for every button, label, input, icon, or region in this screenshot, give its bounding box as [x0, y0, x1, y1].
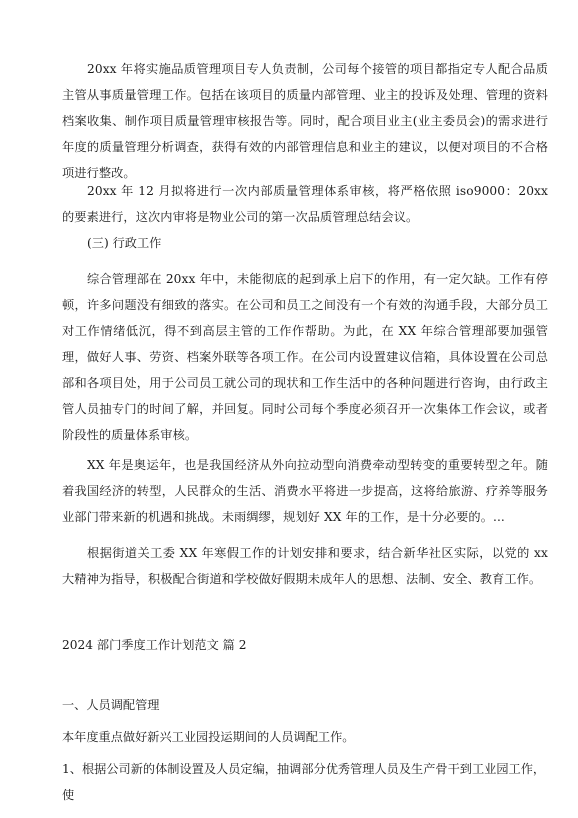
paragraph-admin-management: 综合管理部在 20xx 年中，未能彻底的起到承上启下的作用，有一定欠缺。工作有停顿，许多问题没有细致的落实。在公司和员工之间没有一个有效的沟通手段，大部分员工对工作情绪低沉，得不到高层主管的工作作帮助。为此，在 XX 年综合管理部要加强管理，做好人事、劳资、档案外联等各项工作。在公司内设置建议信箱，具体设置在公司总部和各项目处，用于公司员工就公司的现状和工作生活中的各种问题进行咨询，由行政主管人员抽专门的时间了解，并回复。同时公司每个季度必须召开一次集体工作会议，或者阶段性的质量体系审核。 — [62, 272, 548, 442]
paragraph-winter-vacation-plan: 根据街道关工委 XX 年寒假工作的计划安排和要求，结合新华社区实际，以党的 xx 大精神为指导，积极配合街道和学校做好假期未成年人的思想、法制、安全、教育工作。 — [62, 546, 548, 586]
section-heading-admin-work: (三) 行政工作 — [87, 236, 162, 250]
paragraph-olympic-year: XX 年是奥运年，也是我国经济从外向拉动型向消费牵动型转变的重要转型之年。随着我国经济的转型，人民群众的生活、消费水平将进一步提高，这将给旅游、疗养等服务业部门带来新的机遇和挑战。未雨绸缪，规划好 XX 年的工作，是十分必要的。... — [62, 458, 548, 524]
paragraph-item-1: 1、根据公司新的体制设置及人员定编，抽调部分优秀管理人员及生产骨干到工业园工作，使 — [62, 762, 546, 802]
section-heading-personnel-allocation: 一、人员调配管理 — [62, 698, 160, 712]
paragraph-yearly-focus: 本年度重点做好新兴工业园投运期间的人员调配工作。 — [62, 730, 355, 744]
article-title-part-2: 2024 部门季度工作计划范文 篇 2 — [62, 638, 247, 652]
paragraph-internal-audit: 20xx 年 12 月拟将进行一次内部质量管理体系审核，将严格依照 iso9000：20xx 的要素进行，这次内审将是物业公司的第一次品质管理总结会议。 — [62, 184, 548, 224]
paragraph-quality-responsibility: 20xx 年将实施品质管理项目专人负责制，公司每个接管的项目都指定专人配合品质主管从事质量管理工作。包括在该项目的质量内部管理、业主的投诉及处理、管理的资料档案收集、制作项目质量管理审核报告等。同时，配合项目业主(业主委员会)的需求进行年度的质量管理分析调查，获得有效的内部管理信息和业主的建议，以便对项目的不合格项进行整改。 — [62, 62, 548, 180]
